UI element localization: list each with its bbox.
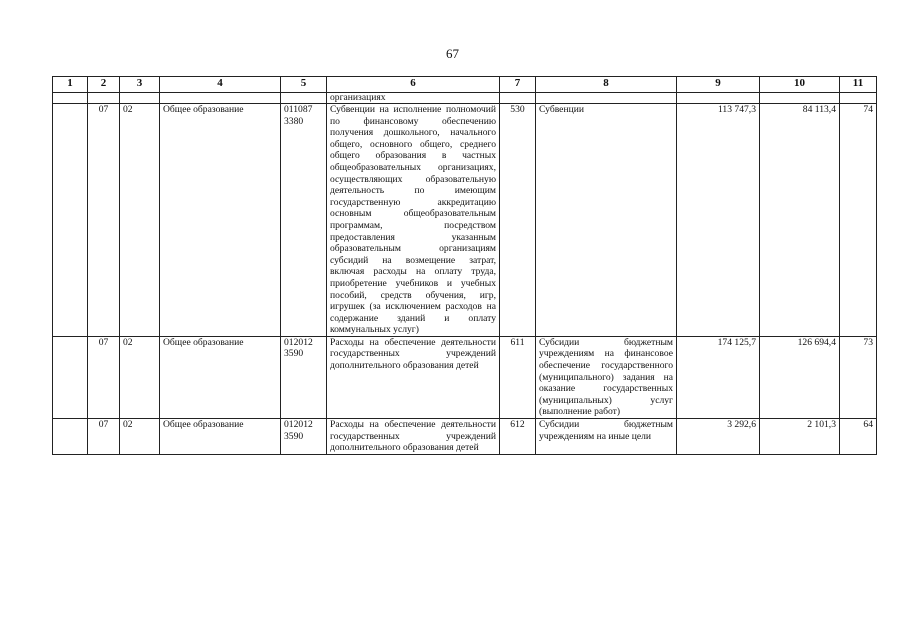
subsection-code: 02: [120, 419, 160, 455]
executed-amount: 84 113,4: [760, 104, 840, 337]
table-row: [53, 336, 877, 418]
column-header: 6: [327, 77, 500, 93]
target-article-code: 011087 3380: [281, 104, 327, 337]
subsection-name: Общее образование: [160, 336, 281, 418]
planned-amount: 3 292,6: [677, 419, 760, 455]
executed-amount: 2 101,3: [760, 419, 840, 455]
subsection-name: Общее образование: [160, 419, 281, 455]
subsection-code: 02: [120, 336, 160, 418]
execution-percent: 64: [840, 419, 877, 455]
expense-name: Расходы на обеспечение деятельности государственных учреждений дополнительного образования детей: [327, 336, 500, 418]
budget-table: [52, 76, 877, 455]
column-header: 10: [760, 77, 840, 93]
column-header: 5: [281, 77, 327, 93]
expense-type-code: 530: [500, 104, 536, 337]
column-header: 8: [536, 77, 677, 93]
section-code: 07: [88, 336, 120, 418]
column-header: 11: [840, 77, 877, 93]
continuation-row: [53, 93, 877, 104]
execution-percent: 73: [840, 336, 877, 418]
expense-type-name: Субвенции: [536, 104, 677, 337]
header-row: [53, 77, 877, 93]
planned-amount: 174 125,7: [677, 336, 760, 418]
execution-percent: 74: [840, 104, 877, 337]
expense-name: Расходы на обеспечение деятельности государственных учреждений дополнительного образования детей: [327, 419, 500, 455]
section-code: 07: [88, 104, 120, 337]
target-article-code: 012012 3590: [281, 336, 327, 418]
expense-type-name: Субсидии бюджетным учреждениям на финансовое обеспечение государственного (муниципального) задания на оказание государственных (муниципальных) услуг (выполнение работ): [536, 336, 677, 418]
table-row: [53, 104, 877, 337]
column-header: 7: [500, 77, 536, 93]
subsection-code: 02: [120, 104, 160, 337]
expense-name-continuation: организациях: [327, 93, 500, 104]
section-code: 07: [88, 419, 120, 455]
executed-amount: 126 694,4: [760, 336, 840, 418]
table-row: [53, 419, 877, 455]
column-header: 4: [160, 77, 281, 93]
expense-type-code: 612: [500, 419, 536, 455]
planned-amount: 113 747,3: [677, 104, 760, 337]
target-article-code: 012012 3590: [281, 419, 327, 455]
expense-name: Субвенции на исполнение полномочий по финансовому обеспечению получения дошкольного, начального общего, основного общего, среднего общего образования в частных общеобразовательных организациях, осуществляющих образовательную деятельность по имеющим государственную аккредитацию основным общеобразовательным программам, посредством предоставления указанным образовательным организациям субсидий на возмещение затрат, включая расходы на оплату труда, приобретение учебников и учебных пособий, средств обучения, игр, игрушек (за исключением расходов на содержание зданий и оплату коммунальных услуг): [327, 104, 500, 337]
page-number: 67: [446, 46, 459, 61]
column-header: 2: [88, 77, 120, 93]
column-header: 9: [677, 77, 760, 93]
column-header: 1: [53, 77, 88, 93]
expense-type-code: 611: [500, 336, 536, 418]
subsection-name: Общее образование: [160, 104, 281, 337]
expense-type-name: Субсидии бюджетным учреждениям на иные цели: [536, 419, 677, 455]
column-header: 3: [120, 77, 160, 93]
